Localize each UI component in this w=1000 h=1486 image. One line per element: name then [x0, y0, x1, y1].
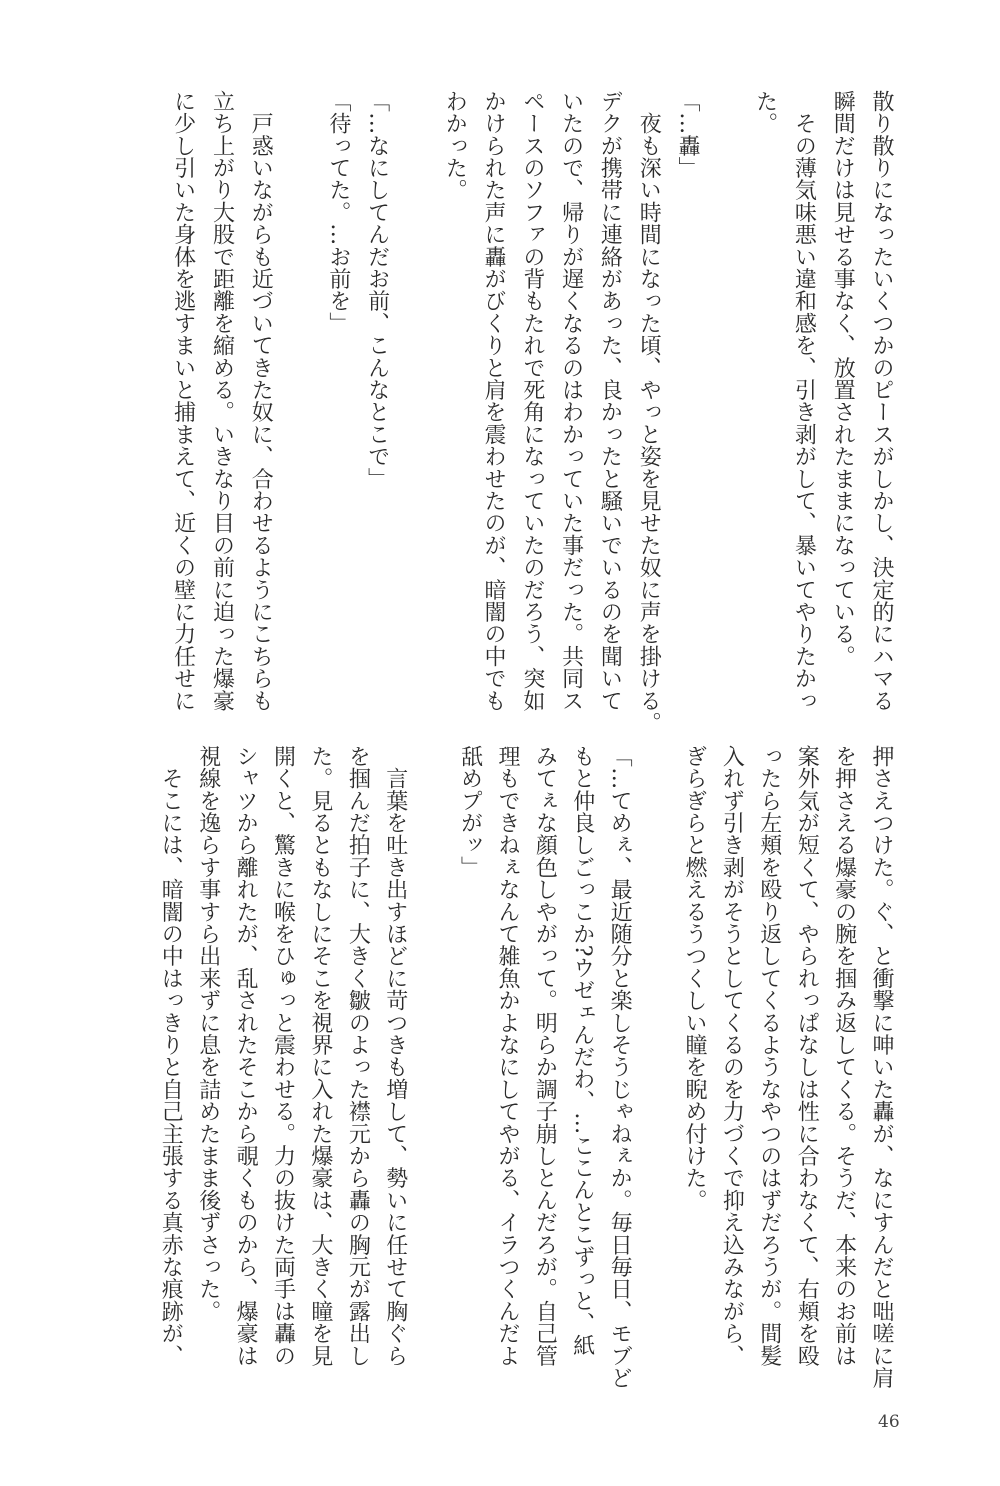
- text-line: その薄気味悪い違和感を、引き剥がして、暴いてやりたかっ: [791, 90, 817, 712]
- text-line: を押さえる爆豪の腕を掴み返してくる。そうだ、本来のお前は: [831, 745, 857, 1367]
- text-line: 言葉を吐き出すほどに苛つきも増して、勢いに任せて胸ぐら: [382, 745, 408, 1367]
- text-line: 「待ってた。…お前を」: [325, 90, 351, 335]
- text-line: を掴んだ拍子に、大きく皺のよった襟元から轟の胸元が露出し: [345, 745, 371, 1367]
- text-line: 押さえつけた。ぐ、と衝撃に呻いた轟が、なにすんだと咄嗟に肩: [869, 745, 894, 1389]
- text-line: みてぇな顔色しやがって。明らか調子崩しとんだろが。自己管: [532, 745, 558, 1367]
- text-line: た。見るともなしにそこを視界に入れた爆豪は、大きく瞳を見: [307, 745, 333, 1367]
- text-line: シャツから離れたが、乱されたそこから覗くものから、爆豪は: [233, 745, 259, 1367]
- blank-line: [279, 90, 318, 730]
- blank-line: [706, 90, 745, 730]
- text-line: 理もできねぇなんて雑魚かよなにしてやがる、イラつくんだよ: [494, 745, 520, 1367]
- text-block-lower: [152, 745, 900, 1389]
- text-line: 夜も深い時間になった頃、やっと姿を見せた奴に声を掛ける。: [636, 90, 662, 734]
- text-line: 「…轟」: [675, 90, 701, 179]
- text-line: 立ち上がり大股で距離を縮める。いきなり目の前に迫った爆豪: [209, 90, 235, 712]
- text-line: 視線を逸らす事すら出来ずに息を詰めたまま後ずさった。: [195, 745, 221, 1323]
- text-line: 戸惑いながらも近づいてきた奴に、合わせるようにこちらも: [248, 90, 274, 712]
- blank-line: [638, 745, 675, 1385]
- text-line: 散り散りになったいくつかのピースがしかし、決定的にハマる: [869, 90, 894, 712]
- text-block-upper: [163, 90, 900, 734]
- text-line: ったら左頬を殴り返してくるようなやつのはずだろうが。間髪: [756, 745, 782, 1367]
- blank-line: [396, 90, 435, 730]
- text-line: た。: [752, 90, 778, 135]
- text-line: いたので、帰りが遅くなるのはわかっていた事だった。共同ス: [558, 90, 584, 712]
- text-line: わかった。: [442, 90, 468, 201]
- page-number: 46: [878, 1412, 900, 1432]
- text-line: に少し引いた身体を逃すまいと捕まえて、近くの壁に力任せに: [170, 90, 196, 712]
- text-line: もと仲良しごっこか?ウゼェんだわ、…ここんとこずっと、紙: [569, 745, 595, 1357]
- text-line: そこには、暗闇の中はっきりと自己主張する真赤な痕跡が、: [158, 745, 184, 1367]
- text-line: ペースのソファの背もたれで死角になっていたのだろう、突如: [519, 90, 545, 712]
- text-line: 瞬間だけは見せる事なく、放置されたままになっている。: [830, 90, 856, 668]
- text-line: 入れず引き剥がそうとしてくるのを力づくで抑え込みながら、: [719, 745, 745, 1367]
- text-line: 案外気が短くて、やられっぱなしは性に合わなくて、右頬を殴: [794, 745, 820, 1367]
- text-line: 「…てめぇ、最近随分と楽しそうじゃねぇか。毎日毎日、モブど: [607, 745, 633, 1389]
- text-line: ぎらぎらと燃えるうつくしい瞳を睨め付けた。: [681, 745, 707, 1212]
- text-line: 「…なにしてんだお前、こんなとこで」: [364, 90, 390, 490]
- text-line: 舐めプがッ」: [457, 745, 483, 879]
- text-line: かけられた声に轟がびくりと肩を震わせたのが、暗闇の中でも: [481, 90, 507, 712]
- text-line: 開くと、驚きに喉をひゅっと震わせる。力の抜けた両手は轟の: [270, 745, 296, 1367]
- text-line: デクが携帯に連絡があった、良かったと騒いでいるのを聞いて: [597, 90, 623, 712]
- blank-line: [414, 745, 451, 1385]
